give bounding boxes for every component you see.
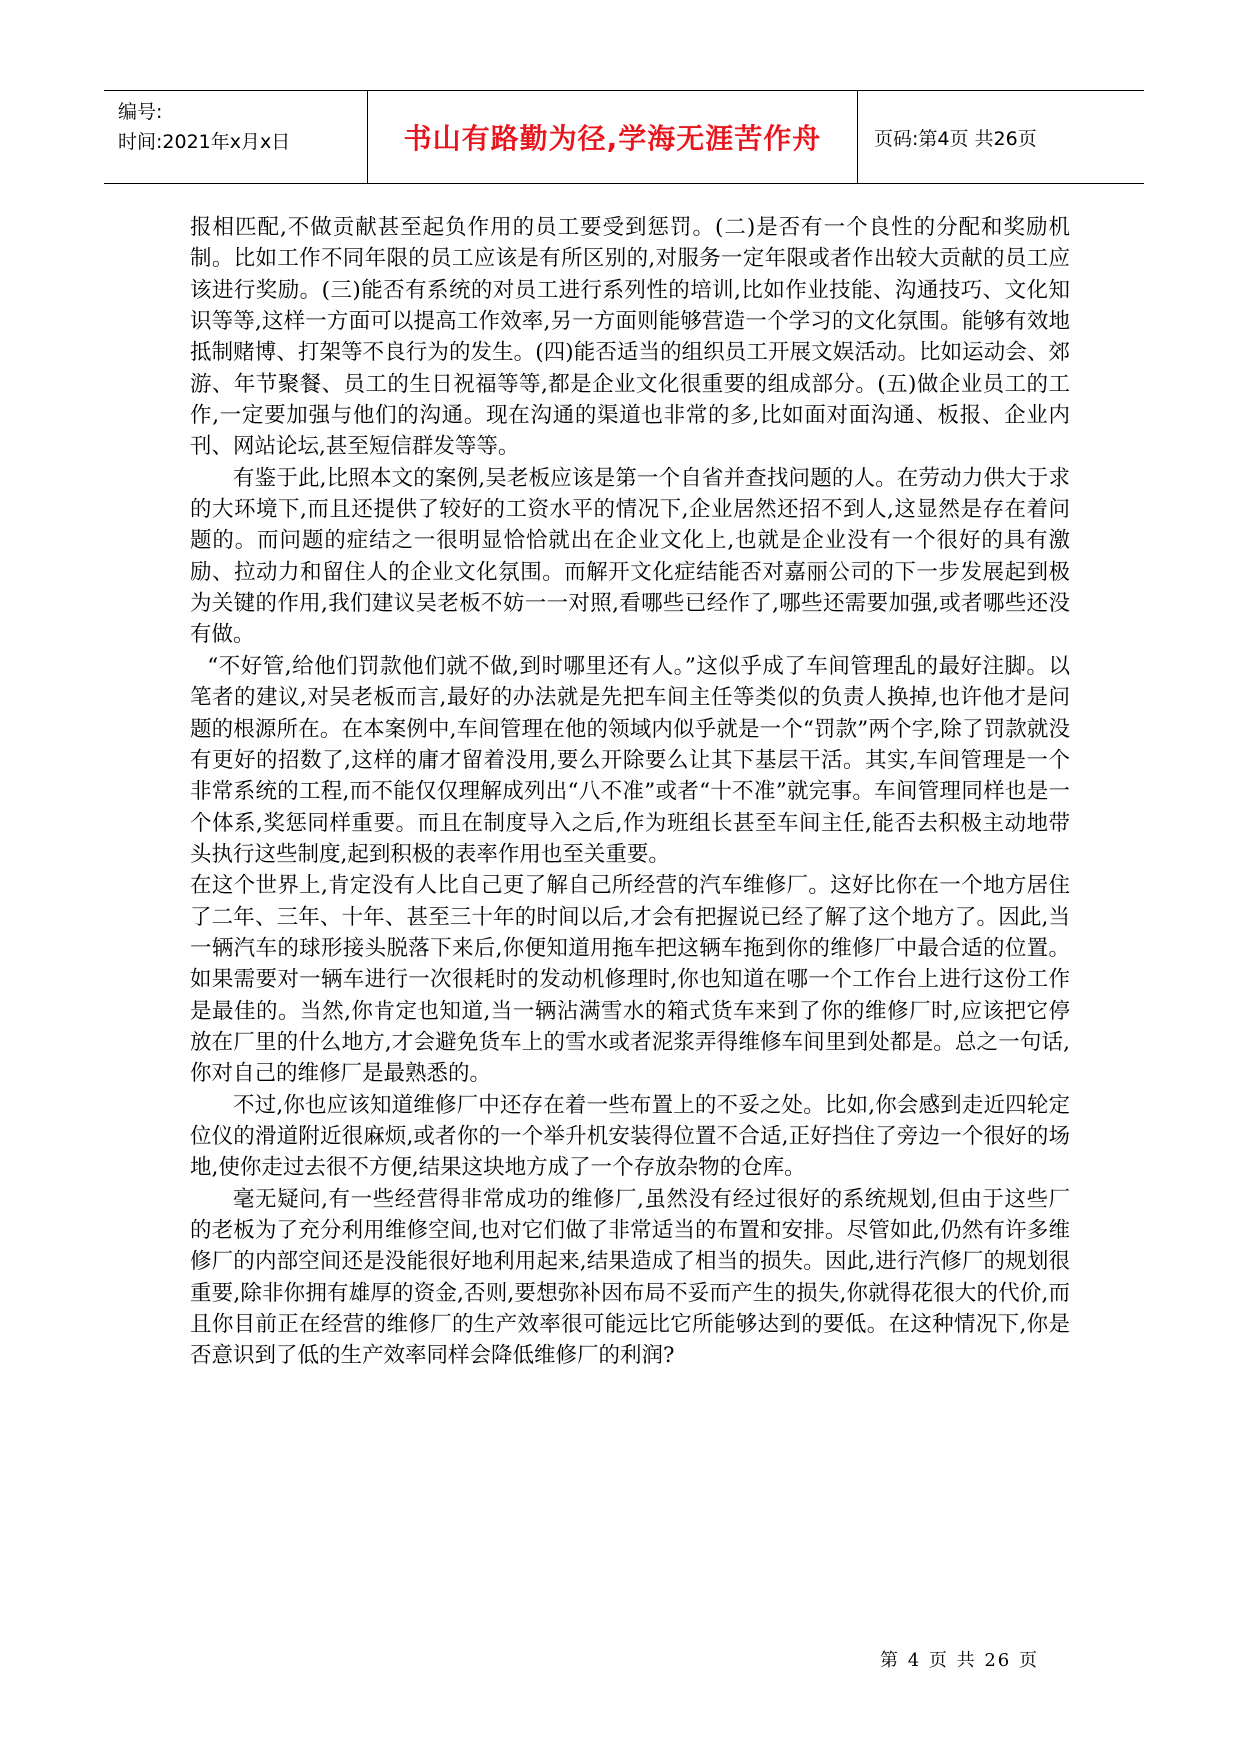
- paragraph-2: 有鉴于此,比照本文的案例,吴老板应该是第一个自省并查找问题的人。在劳动力供大于求的大环境下,而且还提供了较好的工资水平的情况下,企业居然还招不到人,这显然是存在着问题的。而问题的症结之一很明显恰恰就出在企业文化上,也就是企业没有一个很好的具有激励、拉动力和留住人的企业文化氛围。而解开文化症结能否对嘉丽公司的下一步发展起到极为关键的作用,我们建议吴老板不妨一一对照,看哪些已经作了,哪些还需要加强,或者哪些还没有做。: [190, 465, 1070, 648]
- page-header: [104, 90, 1144, 184]
- paragraph-1: 报相匹配,不做贡献甚至起负作用的员工要受到惩罚。(二)是否有一个良性的分配和奖励机制。比如工作不同年限的员工应该是有所区别的,对服务一定年限或者作出较大贡献的员工应该进行奖励。(三)能否有系统的对员工进行系列性的培训,比如作业技能、沟通技巧、文化知识等等,这样一方面可以提高工作效率,另一方面则能够营造一个学习的文化氛围。能够有效地抵制赌博、打架等不良行为的发生。(四)能否适当的组织员工开展文娱活动。比如运动会、郊游、年节聚餐、员工的生日祝福等等,都是企业文化很重要的组成部分。(五)做企业员工的工作,一定要加强与他们的沟通。现在沟通的渠道也非常的多,比如面对面沟通、板报、企业内刊、网站论坛,甚至短信群发等等。: [190, 215, 1070, 460]
- document-number-label: 编号:: [118, 101, 163, 123]
- document-time-label: 时间:2021年x月x日: [118, 131, 291, 153]
- header-motto: 书山有路勤为径,学海无涯苦作舟: [368, 91, 858, 183]
- document-body: [190, 212, 1070, 1372]
- header-page-label: 页码:第4页 共26页: [874, 127, 1037, 150]
- header-meta: [104, 91, 368, 183]
- paragraph-4: 在这个世界上,肯定没有人比自己更了解自己所经营的汽车维修厂。这好比你在一个地方居住了二年、三年、十年、甚至三十年的时间以后,才会有把握说已经了解了这个地方了。因此,当一辆汽车的球形接头脱落下来后,你便知道用拖车把这辆车拖到你的维修厂中最合适的位置。如果需要对一辆车进行一次很耗时的发动机修理时,你也知道在哪一个工作台上进行这份工作是最佳的。当然,你肯定也知道,当一辆沾满雪水的箱式货车来到了你的维修厂时,应该把它停放在厂里的什么地方,才会避免货车上的雪水或者泥浆弄得维修车间里到处都是。总之一句话,你对自己的维修厂是最熟悉的。: [190, 873, 1070, 1087]
- page-footer-number: 第 4 页 共 26 页: [880, 1650, 1039, 1671]
- paragraph-6: 毫无疑问,有一些经营得非常成功的维修厂,虽然没有经过很好的系统规划,但由于这些厂的老板为了充分利用维修空间,也对它们做了非常适当的布置和安排。尽管如此,仍然有许多维修厂的内部空间还是没能很好地利用起来,结果造成了相当的损失。因此,进行汽修厂的规划很重要,除非你拥有雄厚的资金,否则,要想弥补因布局不妥而产生的损失,你就得花很大的代价,而且你目前正在经营的维修厂的生产效率很可能远比它所能够达到的要低。在这种情况下,你是否意识到了低的生产效率同样会降低维修厂的利润?: [190, 1186, 1070, 1369]
- paragraph-3: “不好管,给他们罚款他们就不做,到时哪里还有人。”这似乎成了车间管理乱的最好注脚。以笔者的建议,对吴老板而言,最好的办法就是先把车间主任等类似的负责人换掉,也许他才是问题的根源所在。在本案例中,车间管理在他的领域内似乎就是一个“罚款”两个字,除了罚款就没有更好的招数了,这样的庸才留着没用,要么开除要么让其下基层干活。其实,车间管理是一个非常系统的工程,而不能仅仅理解成列出“八不准”或者“十不准”就完事。车间管理同样也是一个体系,奖惩同样重要。而且在制度导入之后,作为班组长甚至车间主任,能否去积极主动地带头执行这些制度,起到积极的表率作用也至关重要。: [190, 653, 1070, 867]
- paragraph-5: 不过,你也应该知道维修厂中还存在着一些布置上的不妥之处。比如,你会感到走近四轮定位仪的滑道附近很麻烦,或者你的一个举升机安装得位置不合适,正好挡住了旁边一个很好的场地,使你走过去很不方便,结果这块地方成了一个存放杂物的仓库。: [190, 1092, 1070, 1181]
